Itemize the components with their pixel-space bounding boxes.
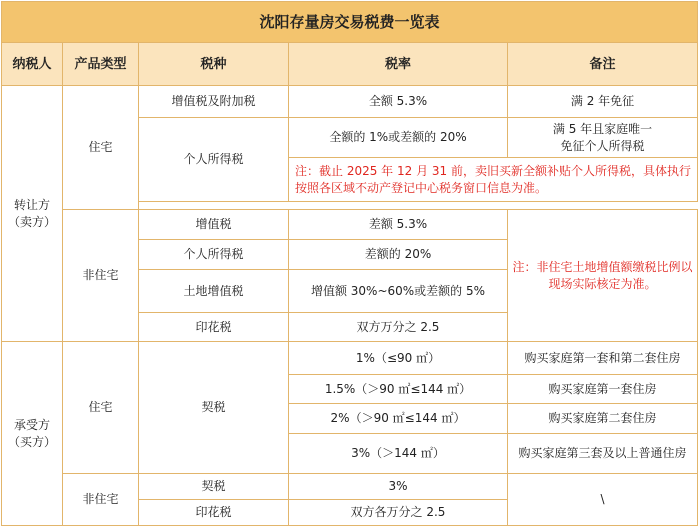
seller-nonres-tax-1: 个人所得税 — [139, 240, 289, 270]
buyer-label-line1: 承受方 — [13, 417, 50, 432]
seller-nonres-tax-3: 印花税 — [139, 313, 289, 342]
seller-nonres-note: 注：非住宅土地增值额缴税比例以现场实际核定为准。 — [508, 210, 698, 342]
header-tax-rate: 税率 — [289, 43, 508, 86]
table-title: 沈阳存量房交易税费一览表 — [2, 2, 698, 43]
seller-residential-type: 住宅 — [63, 86, 139, 210]
buyer-res-remark-0: 购买家庭第一套和第二套住房 — [508, 342, 698, 375]
header-taxpayer: 纳税人 — [2, 43, 63, 86]
seller-nonres-tax-0: 增值税 — [139, 210, 289, 240]
buyer-label — [2, 342, 63, 526]
seller-label-line1: 转让方 — [13, 197, 50, 212]
seller-income-remark-line2: 免征个人所得税 — [560, 138, 645, 153]
buyer-nonres-type: 非住宅 — [63, 474, 139, 526]
seller-income-remark-line1: 满 5 年且家庭唯一 — [552, 121, 653, 136]
seller-income-tax: 个人所得税 — [139, 118, 289, 202]
seller-label-line2: （卖方） — [7, 214, 56, 229]
tax-fee-table — [1, 1, 698, 526]
buyer-label-line2: （买方） — [7, 434, 56, 449]
seller-vat-tax: 增值税及附加税 — [139, 86, 289, 118]
buyer-res-remark-2: 购买家庭第二套住房 — [508, 404, 698, 434]
buyer-res-remark-3: 购买家庭第三套及以上普通住房 — [508, 434, 698, 474]
seller-vat-rate: 全额 5.3% — [289, 86, 508, 118]
buyer-res-rate-0: 1%（≤90 ㎡） — [289, 342, 508, 375]
buyer-res-rate-1: 1.5%（＞90 ㎡≤144 ㎡） — [289, 375, 508, 404]
buyer-res-rate-3: 3%（＞144 ㎡） — [289, 434, 508, 474]
seller-nonres-type: 非住宅 — [63, 210, 139, 342]
buyer-res-remark-1: 购买家庭第一套住房 — [508, 375, 698, 404]
buyer-residential-tax: 契税 — [139, 342, 289, 474]
seller-income-note: 注：截止 2025 年 12 月 31 前，卖旧买新全额补贴个人所得税，具体执行按照各区域不动产登记中心税务窗口信息为准。 — [289, 158, 698, 202]
buyer-res-rate-2: 2%（＞90 ㎡≤144 ㎡） — [289, 404, 508, 434]
seller-nonres-tax-2: 土地增值税 — [139, 270, 289, 313]
seller-vat-remark: 满 2 年免征 — [508, 86, 698, 118]
seller-nonres-rate-1: 差额的 20% — [289, 240, 508, 270]
seller-nonres-rate-2: 增值额 30%~60%或差额的 5% — [289, 270, 508, 313]
buyer-nonres-rate-0: 3% — [289, 474, 508, 500]
seller-income-remark — [508, 118, 698, 158]
seller-nonres-rate-3: 双方万分之 2.5 — [289, 313, 508, 342]
buyer-nonres-rate-1: 双方各万分之 2.5 — [289, 500, 508, 526]
buyer-nonres-remark: \ — [508, 474, 698, 526]
buyer-nonres-tax-1: 印花税 — [139, 500, 289, 526]
header-product-type: 产品类型 — [63, 43, 139, 86]
buyer-nonres-tax-0: 契税 — [139, 474, 289, 500]
seller-label — [2, 86, 63, 342]
seller-income-rate: 全额的 1%或差额的 20% — [289, 118, 508, 158]
buyer-residential-type: 住宅 — [63, 342, 139, 474]
header-tax-type: 税种 — [139, 43, 289, 86]
header-remark: 备注 — [508, 43, 698, 86]
seller-nonres-rate-0: 差额 5.3% — [289, 210, 508, 240]
